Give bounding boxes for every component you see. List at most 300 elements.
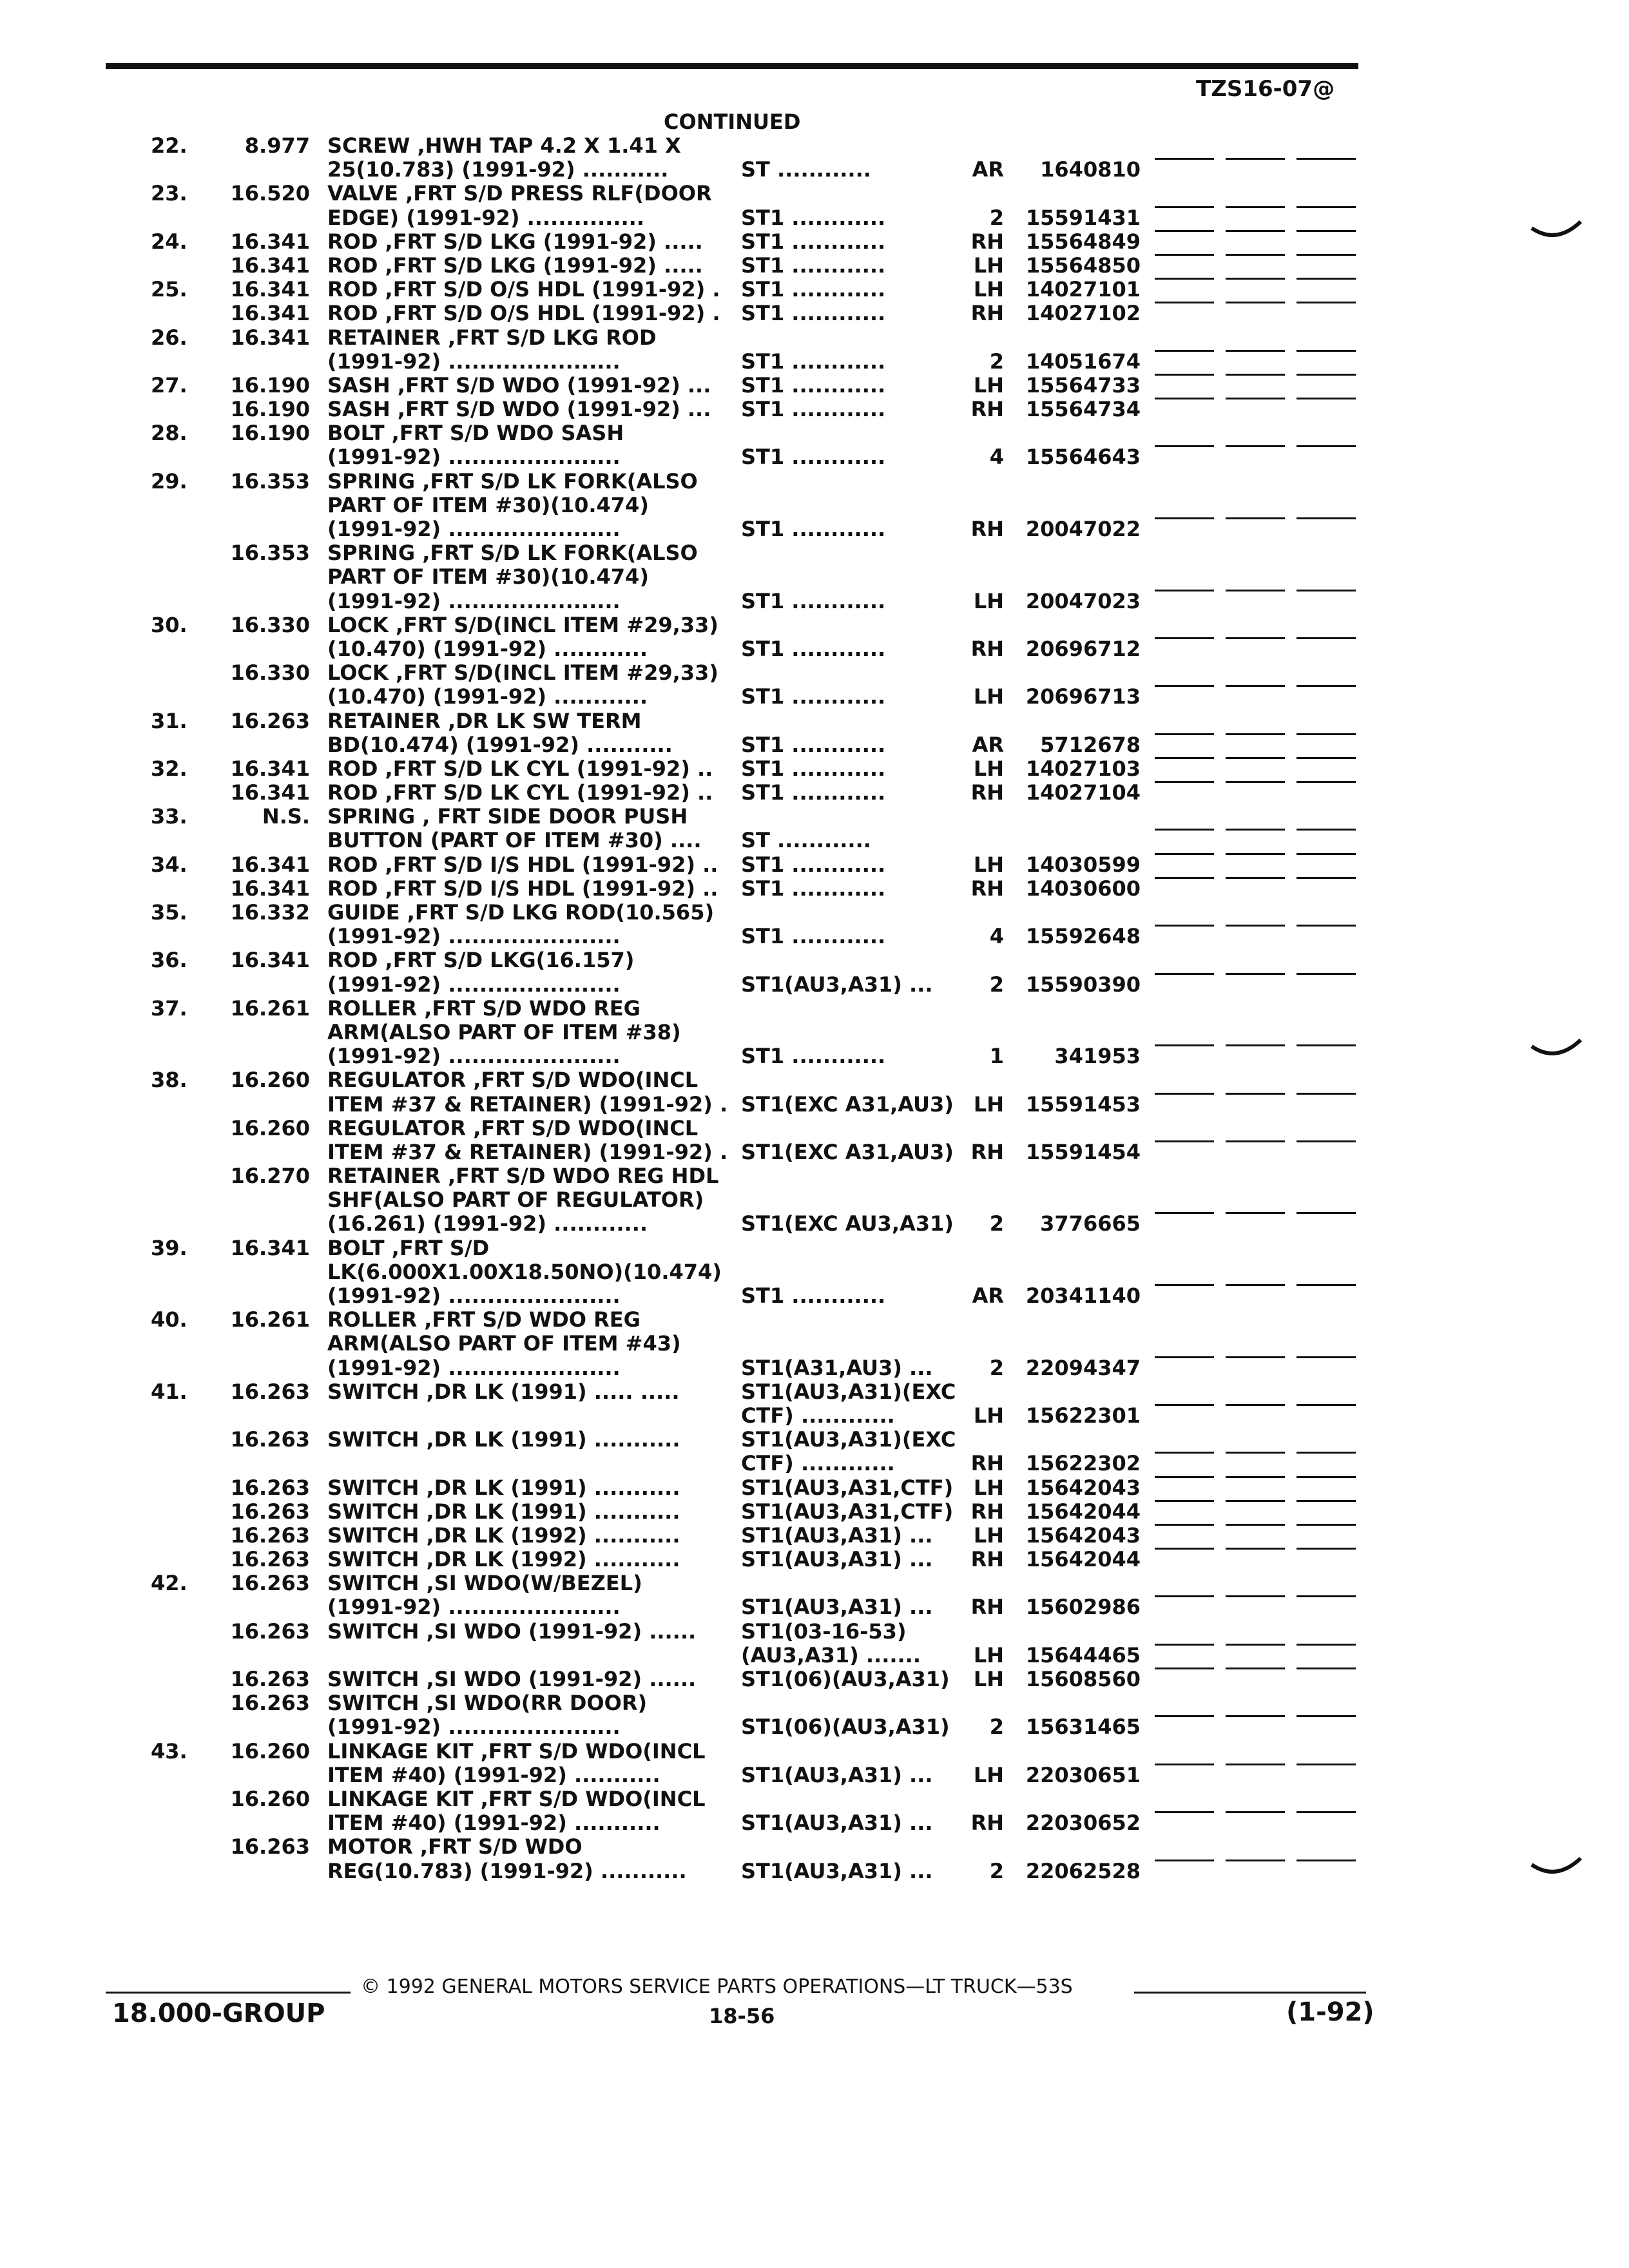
table-row	[0, 685, 1629, 709]
part-description	[327, 1524, 680, 1548]
table-row	[0, 1715, 1629, 1739]
quantity: RH	[970, 1451, 1004, 1476]
part-description	[327, 829, 701, 852]
part-description	[327, 948, 634, 972]
item-number: 23.	[151, 181, 188, 206]
model-usage: ST ............	[741, 828, 871, 853]
blank-line	[1296, 973, 1356, 975]
reference-number: 16.190	[230, 397, 310, 422]
part-number: 15564850	[1025, 253, 1141, 278]
blank-line	[1226, 1595, 1285, 1597]
table-row	[0, 1021, 1629, 1044]
blank-line	[1226, 733, 1285, 735]
table-row	[0, 1835, 1629, 1859]
table-row	[0, 421, 1629, 445]
reference-number: 16.263	[230, 1619, 310, 1644]
table-row	[0, 470, 1629, 494]
reference-number: 16.260	[230, 1068, 310, 1093]
reference-number: 16.260	[230, 1786, 310, 1811]
item-number: 41.	[151, 1379, 188, 1404]
quantity: LH	[973, 253, 1004, 278]
part-number: 15591431	[1025, 205, 1141, 230]
blank-line	[1155, 1476, 1214, 1478]
blank-line	[1296, 685, 1356, 687]
part-number: 20341140	[1025, 1283, 1141, 1308]
reference-number: 16.341	[230, 301, 310, 326]
part-description	[327, 757, 713, 781]
part-number: 20696713	[1025, 684, 1141, 709]
part-detail: ITEM #40) (1991-92) ...........	[327, 1762, 660, 1787]
blank-line	[1155, 278, 1214, 280]
part-name: ROLLER	[327, 1307, 418, 1332]
blank-line	[1296, 925, 1356, 927]
table-row	[0, 565, 1629, 589]
part-name: SWITCH	[327, 1571, 419, 1596]
part-name: REGULATOR	[327, 1068, 467, 1093]
reference-number: 16.263	[230, 1834, 310, 1860]
part-detail: PART OF ITEM #30)(10.474)	[327, 492, 649, 517]
quantity: LH	[973, 1642, 1004, 1667]
page-number: 18-56	[709, 2004, 775, 2028]
blank-line	[1226, 877, 1285, 879]
document-code: TZS16-07@	[1196, 76, 1335, 102]
part-description	[327, 230, 703, 254]
model-usage: ST1(AU3,A31) ...	[741, 1523, 933, 1548]
blank-line	[1226, 590, 1285, 591]
part-description	[327, 733, 673, 757]
quantity: LH	[973, 588, 1004, 613]
table-row	[0, 1740, 1629, 1763]
blank-line	[1226, 206, 1285, 208]
blank-line	[1296, 1284, 1356, 1286]
part-detail: ,SI WDO (1991-92) ......	[419, 1667, 697, 1691]
part-detail: ,FRT S/D WDO REG HDL	[440, 1164, 719, 1189]
part-name: RETAINER	[327, 1164, 441, 1189]
model-usage: ST1(A31,AU3) ...	[741, 1355, 933, 1380]
part-detail: ,FRT S/D LKG (1991-92) .....	[378, 229, 703, 254]
blank-line	[1155, 1356, 1214, 1358]
part-name: SASH	[327, 397, 390, 422]
part-number: 15642043	[1025, 1523, 1141, 1548]
table-row	[0, 901, 1629, 925]
item-number: 32.	[151, 756, 188, 781]
table-row	[0, 1548, 1629, 1571]
blank-line	[1296, 1093, 1356, 1095]
part-number: 15644465	[1025, 1642, 1141, 1667]
item-number: 36.	[151, 948, 188, 973]
model-usage: ST1(AU3,A31) ...	[741, 1858, 933, 1883]
table-row	[0, 541, 1629, 565]
blank-line	[1155, 733, 1214, 735]
table-row	[0, 733, 1629, 757]
blank-line	[1226, 1500, 1285, 1502]
table-row	[0, 350, 1629, 374]
reference-number: 16.263	[230, 1571, 310, 1596]
table-row	[0, 637, 1629, 661]
blank-line	[1296, 1667, 1356, 1669]
reference-number: 16.341	[230, 876, 310, 901]
blank-line	[1296, 350, 1356, 352]
reference-number: 16.341	[230, 253, 310, 278]
part-detail: ITEM #37 & RETAINER) (1991-92) .	[327, 1091, 728, 1117]
item-number: 27.	[151, 372, 188, 398]
part-description	[327, 302, 720, 325]
blank-line	[1296, 398, 1356, 399]
part-detail: BD(10.474) (1991-92) ...........	[327, 732, 673, 757]
part-detail: ,DR LK (1992) ...........	[419, 1547, 680, 1572]
blank-line	[1155, 1284, 1214, 1286]
part-number: 15602986	[1025, 1595, 1141, 1620]
table-row	[0, 1260, 1629, 1284]
model-usage: ST1(AU3,A31,CTF)	[741, 1499, 954, 1524]
part-number: 15642043	[1025, 1475, 1141, 1500]
quantity: 2	[989, 205, 1004, 230]
part-name: BOLT	[327, 421, 385, 446]
part-description	[327, 134, 681, 158]
part-number: 20047022	[1025, 517, 1141, 541]
model-usage: ST1(AU3,A31) ...	[741, 1811, 933, 1836]
table-row	[0, 1500, 1629, 1524]
part-name: REGULATOR	[327, 1115, 467, 1140]
table-row	[0, 661, 1629, 685]
part-number: 14027104	[1025, 780, 1141, 805]
part-description	[327, 1548, 680, 1571]
part-name: SWITCH	[327, 1523, 419, 1548]
blank-line	[1296, 1404, 1356, 1406]
blank-line	[1296, 637, 1356, 639]
quantity: RH	[970, 1499, 1004, 1524]
blank-line	[1226, 1140, 1285, 1142]
item-number: 33.	[151, 804, 188, 829]
quantity: AR	[972, 732, 1004, 757]
blank-line	[1155, 1140, 1214, 1142]
blank-line	[1296, 158, 1356, 160]
table-row	[0, 590, 1629, 613]
part-detail: ,DR LK (1991) ...........	[419, 1475, 680, 1500]
blank-line	[1226, 853, 1285, 855]
blank-line	[1155, 158, 1214, 160]
model-usage: ST1 ............	[741, 229, 886, 254]
part-detail: (1991-92) ......................	[327, 517, 621, 541]
part-description	[327, 1117, 698, 1140]
reference-number: 16.341	[230, 948, 310, 973]
item-number: 25.	[151, 277, 188, 302]
reference-number: 16.261	[230, 1307, 310, 1332]
blank-line	[1226, 1667, 1285, 1669]
part-number: 15591453	[1025, 1091, 1141, 1117]
part-description	[327, 805, 688, 829]
part-description	[327, 1740, 705, 1763]
part-description	[327, 1715, 621, 1739]
quantity: LH	[973, 1667, 1004, 1691]
blank-line	[1155, 757, 1214, 759]
table-row	[0, 781, 1629, 805]
blank-line	[1226, 1356, 1285, 1358]
blank-line	[1296, 1595, 1356, 1597]
part-number: 5712678	[1040, 732, 1141, 757]
reference-number: 16.341	[230, 756, 310, 781]
blank-line	[1226, 1715, 1285, 1717]
part-detail: ,FRT S/D LKG ROD(10.565)	[400, 900, 715, 925]
part-detail: (1991-92) ......................	[327, 445, 621, 470]
part-name: BOLT	[327, 1235, 385, 1260]
quantity: RH	[970, 636, 1004, 661]
model-usage: ST1 ............	[741, 349, 886, 374]
table-row	[0, 1212, 1629, 1236]
blank-line	[1226, 1860, 1285, 1861]
part-detail: REG(10.783) (1991-92) ...........	[327, 1858, 687, 1883]
blank-line	[1296, 1452, 1356, 1454]
blank-line	[1296, 374, 1356, 376]
reference-number: 16.341	[230, 1235, 310, 1260]
table-row	[0, 613, 1629, 637]
part-number: 22062528	[1025, 1858, 1141, 1883]
quantity: LH	[973, 1475, 1004, 1500]
quantity: 2	[989, 349, 1004, 374]
part-description	[327, 685, 648, 709]
blank-line	[1155, 1667, 1214, 1669]
part-detail: ARM(ALSO PART OF ITEM #38)	[327, 1019, 681, 1044]
blank-line	[1226, 1044, 1285, 1046]
part-name: ROD	[327, 948, 378, 973]
blank-line	[1226, 781, 1285, 783]
item-number: 34.	[151, 852, 188, 877]
part-description	[327, 1093, 728, 1117]
blank-line	[1155, 1524, 1214, 1526]
item-number: 22.	[151, 133, 188, 158]
quantity: AR	[972, 1283, 1004, 1308]
part-name: SWITCH	[327, 1379, 419, 1404]
part-number: 15622301	[1025, 1403, 1141, 1428]
blank-line	[1226, 1524, 1285, 1526]
part-number: 15608560	[1025, 1667, 1141, 1691]
table-row	[0, 1068, 1629, 1092]
part-description	[327, 206, 644, 230]
reference-number: 16.330	[230, 660, 310, 686]
part-description	[327, 326, 657, 350]
part-number: 14027103	[1025, 756, 1141, 781]
reference-number: 16.332	[230, 900, 310, 925]
quantity: LH	[973, 852, 1004, 877]
blank-line	[1226, 374, 1285, 376]
quantity: 1	[989, 1044, 1004, 1069]
blank-line	[1155, 374, 1214, 376]
reference-number: 16.520	[230, 181, 310, 206]
model-usage: ST1 ............	[741, 205, 886, 230]
model-usage: ST1(AU3,A31)(EXC	[741, 1379, 956, 1404]
model-usage: ST1 ............	[741, 732, 886, 757]
model-usage: ST1 ............	[741, 277, 886, 302]
model-usage: ST1 ............	[741, 517, 886, 541]
table-row	[0, 1236, 1629, 1260]
part-description	[327, 1835, 583, 1859]
quantity: RH	[970, 1547, 1004, 1572]
table-row	[0, 1860, 1629, 1883]
blank-line	[1226, 1763, 1285, 1765]
blank-line	[1155, 685, 1214, 687]
quantity: LH	[973, 1523, 1004, 1548]
part-description	[327, 1380, 679, 1404]
blank-line	[1155, 1644, 1214, 1646]
item-number: 35.	[151, 900, 188, 925]
quantity: LH	[973, 684, 1004, 709]
part-detail: ,FRT S/D	[384, 1235, 490, 1260]
quantity: LH	[973, 1403, 1004, 1428]
reference-number: 16.263	[230, 1547, 310, 1572]
item-number: 42.	[151, 1571, 188, 1596]
reference-number: N.S.	[262, 804, 310, 829]
model-usage: ST1(EXC A31,AU3)	[741, 1139, 954, 1164]
part-detail: ,FRT S/D(INCL ITEM #29,33)	[388, 660, 718, 686]
model-usage: (AU3,A31) .......	[741, 1642, 921, 1667]
quantity: RH	[970, 876, 1004, 901]
table-row	[0, 494, 1629, 517]
reference-number: 16.263	[230, 1691, 310, 1716]
part-name: SPRING	[327, 468, 416, 494]
table-row	[0, 182, 1629, 206]
part-name: RETAINER	[327, 325, 441, 350]
part-detail: ,FRT S/D WDO REG	[417, 995, 641, 1021]
part-detail: ,FRT S/D WDO (1991-92) ...	[390, 397, 711, 422]
blank-line	[1226, 685, 1285, 687]
reference-number: 16.330	[230, 612, 310, 637]
table-row	[0, 1044, 1629, 1068]
blank-line	[1155, 1044, 1214, 1046]
part-detail: ,FRT S/D WDO SASH	[384, 421, 624, 446]
reference-number: 16.260	[230, 1738, 310, 1763]
reference-number: 16.263	[230, 1499, 310, 1524]
quantity: 4	[989, 924, 1004, 949]
table-row	[0, 206, 1629, 230]
model-usage: ST1(AU3,A31) ...	[741, 1595, 933, 1620]
part-detail: (1991-92) ......................	[327, 1283, 621, 1308]
reference-number: 16.190	[230, 421, 310, 446]
part-number: 14051674	[1025, 349, 1141, 374]
blank-line	[1155, 254, 1214, 256]
model-usage: ST1 ............	[741, 253, 886, 278]
item-number: 28.	[151, 421, 188, 446]
part-number: 14030599	[1025, 852, 1141, 877]
part-description	[327, 374, 711, 398]
part-name: SWITCH	[327, 1619, 419, 1644]
part-name: SCREW	[327, 133, 410, 158]
model-usage: ST1 ............	[741, 1283, 886, 1308]
model-usage: ST1 ............	[741, 876, 886, 901]
part-detail: ,SI WDO (1991-92) ......	[419, 1619, 697, 1644]
part-detail: ,FRT S/D LK FORK(ALSO	[415, 468, 698, 494]
part-detail: ,FRT S/D WDO(INCL	[466, 1068, 699, 1093]
part-number: 15564643	[1025, 445, 1141, 470]
model-usage: ST1(06)(AU3,A31)	[741, 1667, 950, 1691]
table-row	[0, 1404, 1629, 1428]
blank-line	[1296, 230, 1356, 232]
part-name: ROD	[327, 756, 378, 781]
part-detail: ,FRT S/D LK FORK(ALSO	[415, 541, 698, 566]
part-description	[327, 1260, 722, 1284]
table-row	[0, 1644, 1629, 1667]
part-name: LINKAGE KIT	[327, 1738, 474, 1763]
part-name: RETAINER	[327, 708, 441, 733]
table-row	[0, 374, 1629, 398]
reference-number: 16.341	[230, 277, 310, 302]
table-row	[0, 302, 1629, 325]
model-usage: ST1 ............	[741, 1044, 886, 1069]
blank-line	[1155, 590, 1214, 591]
model-usage: ST1 ............	[741, 756, 886, 781]
model-usage: ST1(AU3,A31,CTF)	[741, 1475, 954, 1500]
part-detail: ,FRT S/D LKG (1991-92) .....	[378, 253, 703, 278]
quantity: 2	[989, 1355, 1004, 1380]
reference-number: 16.263	[230, 708, 310, 733]
table-row	[0, 805, 1629, 829]
reference-number: 16.353	[230, 541, 310, 566]
table-row	[0, 973, 1629, 997]
part-description	[327, 901, 714, 925]
part-detail: ,DR LK (1991) ..... .....	[419, 1379, 680, 1404]
table-row	[0, 1308, 1629, 1332]
part-description	[327, 590, 621, 613]
part-detail: (1991-92) ......................	[327, 588, 621, 613]
table-row	[0, 1428, 1629, 1452]
part-detail: PART OF ITEM #30)(10.474)	[327, 564, 649, 590]
reference-number: 16.341	[230, 229, 310, 254]
model-usage: ST1(EXC A31,AU3)	[741, 1091, 954, 1117]
part-name: ROD	[327, 852, 378, 877]
part-number: 3776665	[1040, 1211, 1141, 1236]
table-row	[0, 1571, 1629, 1595]
blank-line	[1296, 1811, 1356, 1813]
model-usage: ST1(AU3,A31) ...	[741, 972, 933, 997]
table-row	[0, 829, 1629, 852]
blank-line	[1296, 517, 1356, 519]
blank-line	[1296, 1715, 1356, 1717]
part-description	[327, 1284, 621, 1308]
part-description	[327, 1044, 621, 1068]
part-number: 15590390	[1025, 972, 1141, 997]
table-row	[0, 925, 1629, 948]
top-rule	[106, 63, 1358, 69]
part-description	[327, 158, 668, 182]
part-name: ROD	[327, 229, 378, 254]
part-detail: (1991-92) ......................	[327, 1044, 621, 1069]
part-description	[327, 1476, 680, 1500]
part-detail: ,HWH TAP 4.2 X 1.41 X	[410, 133, 681, 158]
part-detail: ,FRT S/D WDO	[412, 1834, 583, 1860]
part-description	[327, 1691, 647, 1715]
table-row	[0, 134, 1629, 158]
model-usage: CTF) ............	[741, 1403, 895, 1428]
part-description	[327, 1787, 705, 1811]
table-row	[0, 1380, 1629, 1404]
model-usage: ST ............	[741, 157, 871, 182]
part-number: 15622302	[1025, 1451, 1141, 1476]
part-description	[327, 1620, 696, 1644]
model-usage: ST1(EXC AU3,A31)	[741, 1211, 954, 1236]
blank-line	[1155, 1715, 1214, 1717]
part-number: 14027101	[1025, 277, 1141, 302]
model-usage: ST1 ............	[741, 852, 886, 877]
quantity: LH	[973, 1091, 1004, 1117]
part-name: ROLLER	[327, 995, 418, 1021]
part-detail: BUTTON (PART OF ITEM #30) ....	[327, 828, 702, 853]
blank-line	[1155, 1500, 1214, 1502]
model-usage: ST1 ............	[741, 301, 886, 326]
blank-line	[1155, 925, 1214, 927]
table-row	[0, 398, 1629, 421]
blank-line	[1296, 757, 1356, 759]
blank-line	[1296, 590, 1356, 591]
part-detail: EDGE) (1991-92) ...............	[327, 205, 644, 230]
